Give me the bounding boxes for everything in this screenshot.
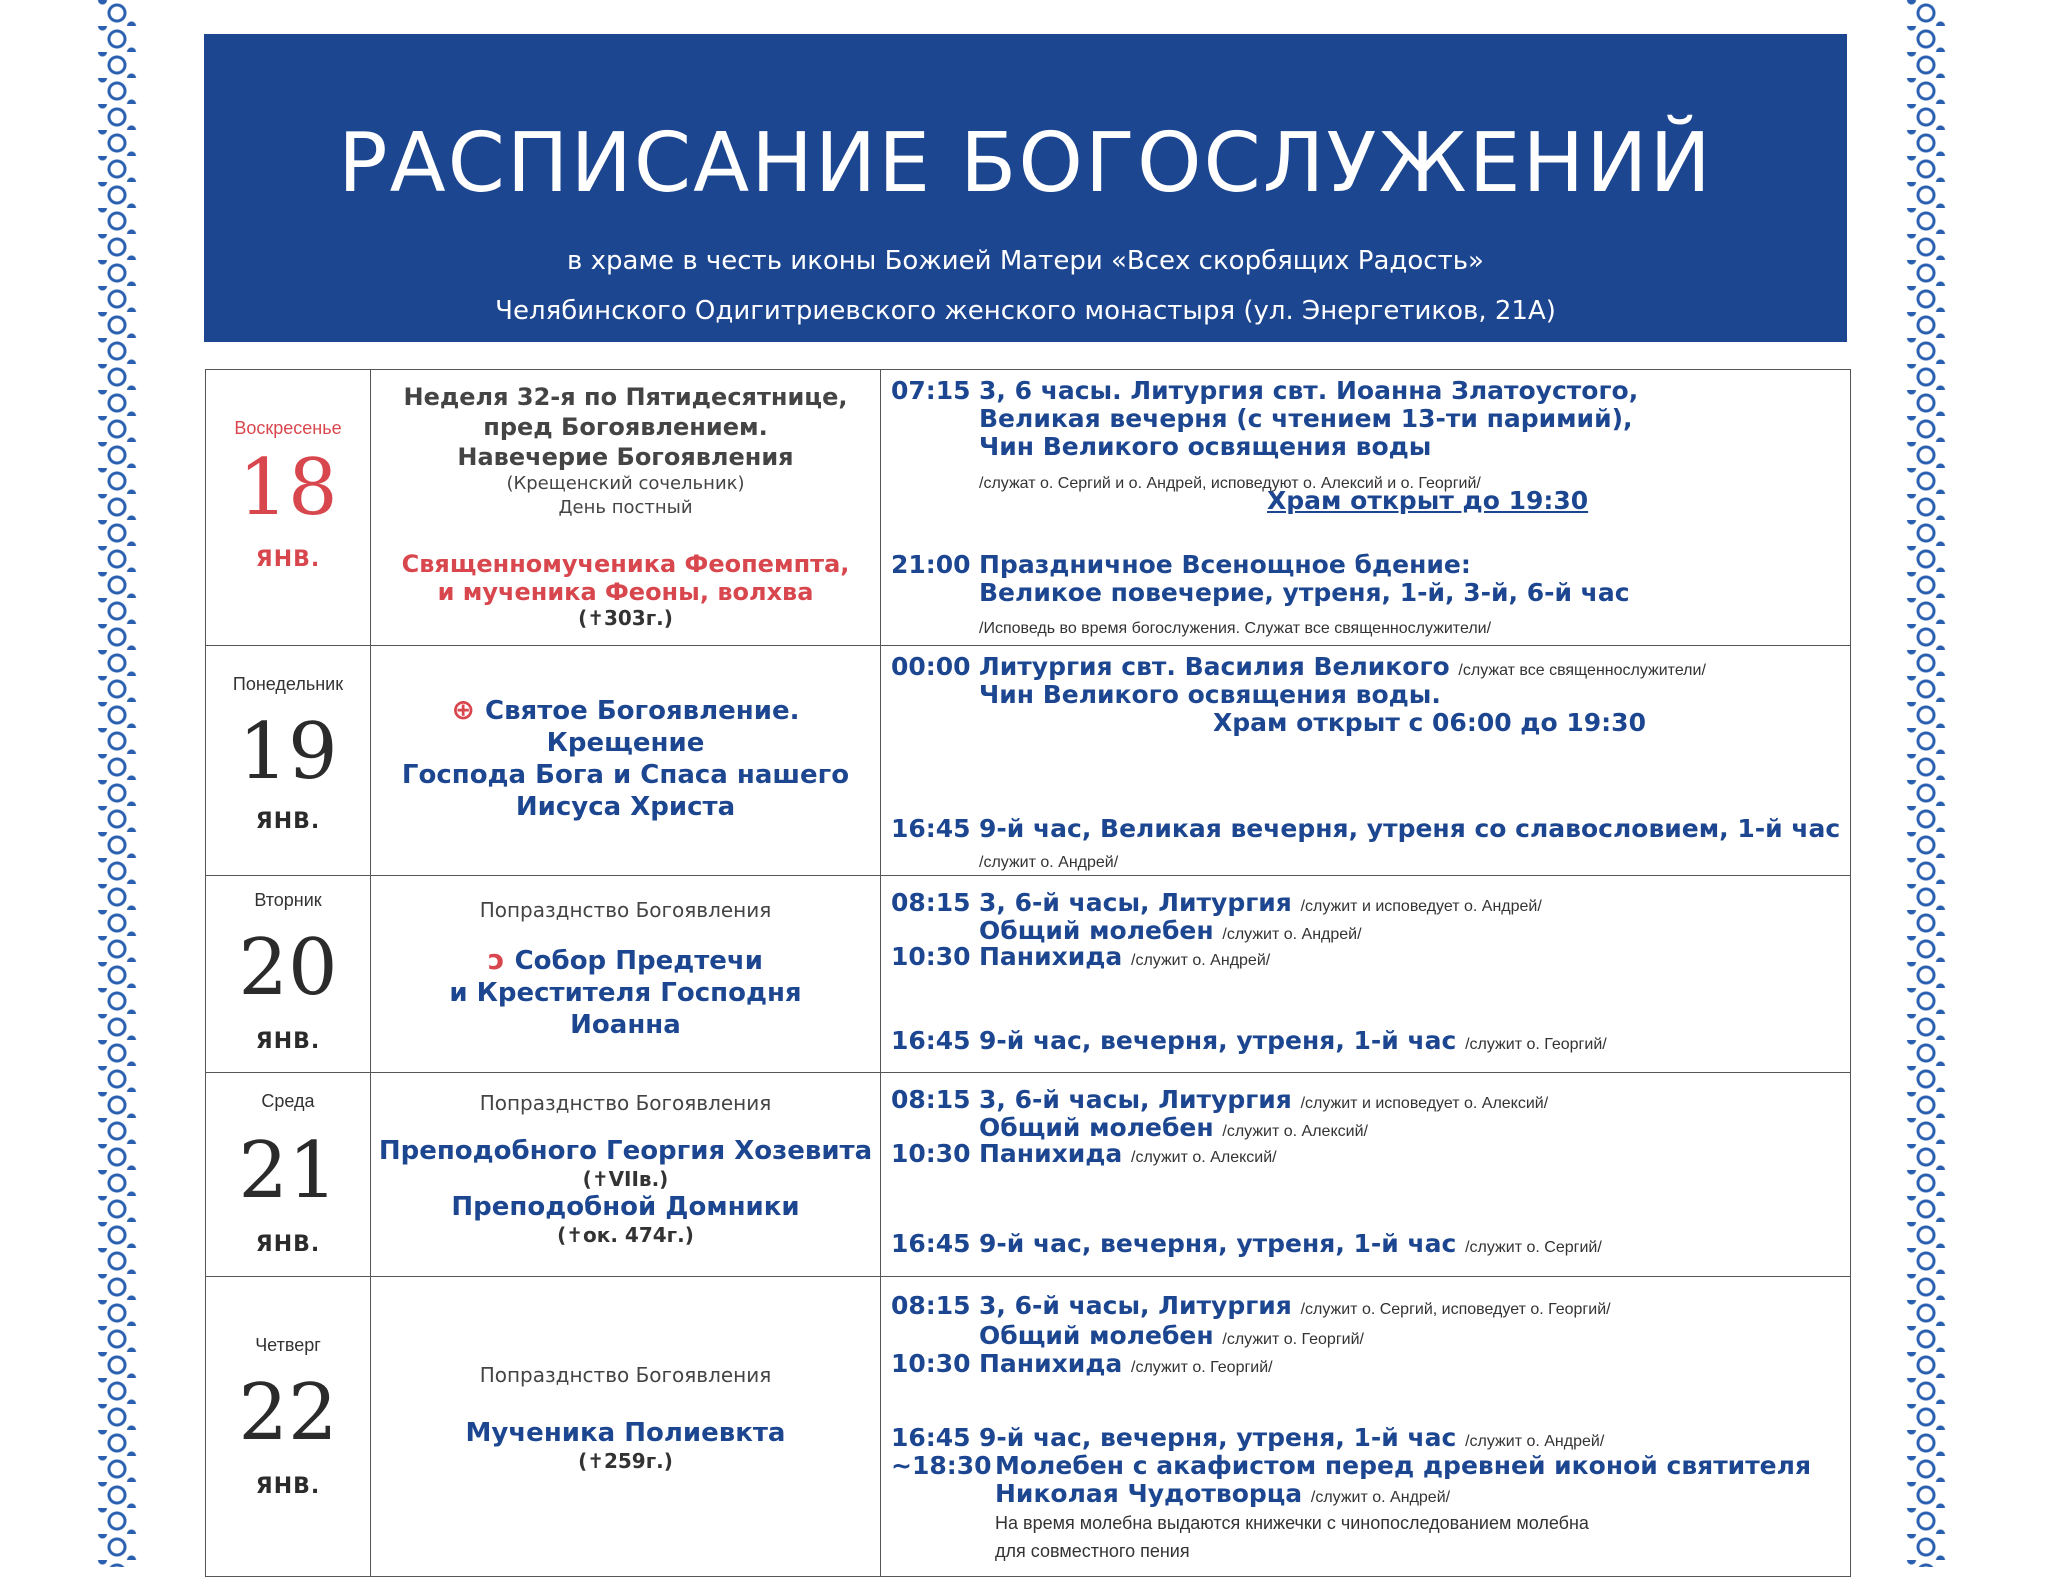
service-time: ~18:30 (891, 1451, 992, 1480)
service-note: /служит о. Георгий/ (1222, 1331, 1364, 1348)
service-line (891, 814, 1840, 843)
saint-line: Священномученика Феопемпта, (401, 550, 850, 578)
service-name: 3, 6 часы. Литургия свт. Иоанна Златоустого, (979, 376, 1639, 405)
table-row (206, 1073, 1851, 1277)
service-line: Чин Великого освящения воды (979, 432, 1432, 461)
service-note: /служат все священнослужители/ (1458, 662, 1706, 679)
service-note: /служит о. Андрей/ (1465, 1433, 1605, 1450)
day-number: 21 (238, 1126, 338, 1216)
service-line: Общий молебен /служит о. Алексий/ (979, 1113, 1368, 1142)
service-note: /служит о. Алексий/ (1222, 1123, 1368, 1140)
service-remark: для совместного пения (995, 1541, 1190, 1561)
service-line (891, 1229, 1602, 1258)
feast-cell (371, 1073, 881, 1277)
afterfeast-label: Попразднство Богоявления (479, 1363, 772, 1387)
feast-line: Мученика Полиевкта (465, 1418, 786, 1448)
service-time: 10:30 (891, 1139, 971, 1168)
services-cell (881, 1277, 1851, 1577)
service-time: 08:15 (891, 1291, 971, 1320)
service-name: Праздничное Всенощное бдение: (979, 550, 1471, 579)
saint-line: и мученика Феоны, волхва (437, 578, 814, 606)
service-line (891, 1139, 1277, 1168)
service-time: 16:45 (891, 1026, 971, 1055)
feast-cell (371, 1277, 881, 1577)
service-note: /служит и исповедует о. Алексий/ (1300, 1095, 1549, 1112)
service-time: 21:00 (891, 550, 971, 579)
service-note: /служит о. Алексий/ (1131, 1149, 1277, 1166)
day-number: 20 (238, 923, 338, 1013)
service-time: 08:15 (891, 1085, 971, 1114)
saint-year: (✝VIIв.) (582, 1167, 669, 1191)
saint-year: (✝ок. 474г.) (557, 1223, 694, 1247)
service-name: Панихида (979, 942, 1123, 971)
service-time: 16:45 (891, 1423, 971, 1452)
feast-line: ⊕ Святое Богоявление. (451, 693, 800, 726)
church-open-hours: Храм открыт до 19:30 (1267, 486, 1589, 515)
afterfeast-label: Попразднство Богоявления (479, 1091, 772, 1115)
feast-line: и Крестителя Господня (449, 978, 802, 1008)
service-note: /служит о. Георгий/ (1131, 1359, 1273, 1376)
left-ornament-border (88, 0, 146, 1567)
service-note: /служит о. Георгий/ (1465, 1036, 1607, 1053)
service-remark: На время молебна выдаются книжечки с чинопоследованием молебна (995, 1513, 1589, 1533)
month: ЯНВ. (255, 1029, 321, 1054)
feast-line: ↄ Собор Предтечи (487, 943, 763, 976)
service-name: 9-й час, вечерня, утреня, 1-й час (979, 1423, 1457, 1452)
day-cell (206, 370, 371, 646)
service-line (891, 1451, 1811, 1480)
right-ornament-border (1897, 0, 1955, 1567)
service-note: /служит о. Сергий/ (1465, 1239, 1602, 1256)
great-feast-cross-icon: ⊕ (451, 693, 475, 726)
feast-sign-icon: ↄ (487, 943, 505, 976)
day-cell (206, 1073, 371, 1277)
service-line (891, 1423, 1604, 1452)
service-time: 00:00 (891, 652, 971, 681)
feast-line: Преподобного Георгия Хозевита (378, 1136, 873, 1166)
service-note: /Исповедь во время богослужения. Служат все священнослужители/ (979, 620, 1492, 637)
service-name: 9-й час, вечерня, утреня, 1-й час (979, 1026, 1457, 1055)
header-subtitle-monastery: Челябинского Одигитриевского женского монастыря (ул. Энергетиков, 21А) (495, 296, 1556, 326)
month: ЯНВ. (255, 809, 321, 834)
table-row (206, 876, 1851, 1073)
feast-line: (Крещенский сочельник) (506, 473, 745, 494)
services-cell (881, 646, 1851, 876)
feast-line: Крещение (546, 728, 705, 758)
saint-year: (✝259г.) (578, 1449, 673, 1473)
service-note: /служит о. Андрей/ (979, 854, 1119, 871)
service-name: 3, 6-й часы, Литургия (979, 1085, 1292, 1114)
day-number: 22 (238, 1368, 338, 1458)
service-line: Великая вечерня (с чтением 13-ти паримий), (979, 404, 1633, 433)
service-name: 3, 6-й часы, Литургия (979, 888, 1292, 917)
service-name: 3, 6-й часы, Литургия (979, 1291, 1292, 1320)
service-time: 07:15 (891, 376, 971, 405)
service-name: Панихида (979, 1139, 1123, 1168)
day-cell (206, 646, 371, 876)
afterfeast-label: Попразднство Богоявления (479, 898, 772, 922)
month: ЯНВ. (255, 1474, 321, 1499)
feast-cell (371, 876, 881, 1073)
feast-line: Навечерие Богоявления (457, 443, 794, 471)
feast-cell (371, 370, 881, 646)
saint-year: (✝303г.) (578, 606, 673, 630)
service-line (891, 942, 1270, 971)
service-time: 10:30 (891, 1349, 971, 1378)
page-title: РАСПИСАНИЕ БОГОСЛУЖЕНИЙ (338, 116, 1713, 211)
day-cell (206, 876, 371, 1073)
schedule-table (205, 369, 1851, 1577)
day-number: 19 (238, 707, 338, 797)
service-name: Молебен с акафистом перед древней иконой святителя (995, 1451, 1812, 1480)
service-time: 10:30 (891, 942, 971, 971)
header-banner (204, 34, 1847, 342)
service-name: Панихида (979, 1349, 1123, 1378)
weekday: Понедельник (232, 674, 344, 694)
feast-line: Иисуса Христа (515, 792, 736, 822)
service-note: /служит о. Андрей/ (1131, 952, 1271, 969)
table-row (206, 646, 1851, 876)
service-note: /служит о. Сергий, исповедует о. Георгий/ (1300, 1301, 1611, 1318)
service-time: 08:15 (891, 888, 971, 917)
table-row (206, 370, 1851, 646)
service-line: Общий молебен /служит о. Андрей/ (979, 916, 1362, 945)
service-name: Литургия свт. Василия Великого (979, 652, 1450, 681)
service-line (891, 1291, 1611, 1320)
feast-line: Иоанна (570, 1010, 681, 1040)
services-cell (881, 1073, 1851, 1277)
service-line (891, 376, 1638, 405)
table-row (206, 1277, 1851, 1577)
feast-line: День постный (558, 497, 693, 518)
service-line: Чин Великого освящения воды. (979, 680, 1441, 709)
weekday: Четверг (255, 1335, 321, 1355)
service-time: 16:45 (891, 814, 971, 843)
feast-line: Преподобной Домники (451, 1192, 800, 1222)
service-line (891, 1349, 1273, 1378)
weekday: Воскресенье (234, 418, 342, 438)
service-line: Общий молебен /служит о. Георгий/ (979, 1321, 1364, 1350)
feast-line: Господа Бога и Спаса нашего (401, 760, 850, 790)
feast-line: пред Богоявлением. (483, 413, 768, 441)
day-cell (206, 1277, 371, 1577)
service-line (891, 550, 1471, 579)
day-number: 18 (238, 443, 338, 533)
church-open-hours: Храм открыт с 06:00 до 19:30 (1213, 708, 1646, 737)
feast-line: Неделя 32-я по Пятидесятнице, (403, 383, 848, 411)
service-line (891, 1026, 1607, 1055)
month: ЯНВ. (255, 1232, 321, 1257)
service-name: 9-й час, Великая вечерня, утреня со славословием, 1-й час (979, 814, 1841, 843)
weekday: Среда (261, 1091, 315, 1111)
service-note: /служит о. Андрей/ (1222, 926, 1362, 943)
service-note: /служит и исповедует о. Андрей/ (1300, 898, 1542, 915)
service-name: 9-й час, вечерня, утреня, 1-й час (979, 1229, 1457, 1258)
services-cell (881, 876, 1851, 1073)
service-time: 16:45 (891, 1229, 971, 1258)
service-note: /служат о. Сергий и о. Андрей, исповедуют о. Алексий и о. Георгий/ (979, 475, 1481, 492)
header-subtitle-church: в храме в честь иконы Божией Матери «Всех скорбящих Радость» (567, 246, 1484, 276)
service-line (891, 1085, 1548, 1114)
service-line: Великое повечерие, утреня, 1-й, 3-й, 6-й час (979, 578, 1630, 607)
weekday: Вторник (254, 890, 322, 910)
service-line: Николая Чудотворца /служит о. Андрей/ (995, 1479, 1451, 1508)
service-line (891, 888, 1542, 917)
service-line (891, 652, 1706, 681)
month: ЯНВ. (255, 547, 321, 572)
services-cell (881, 370, 1851, 646)
feast-cell (371, 646, 881, 876)
service-note: /служит о. Андрей/ (1310, 1489, 1451, 1506)
